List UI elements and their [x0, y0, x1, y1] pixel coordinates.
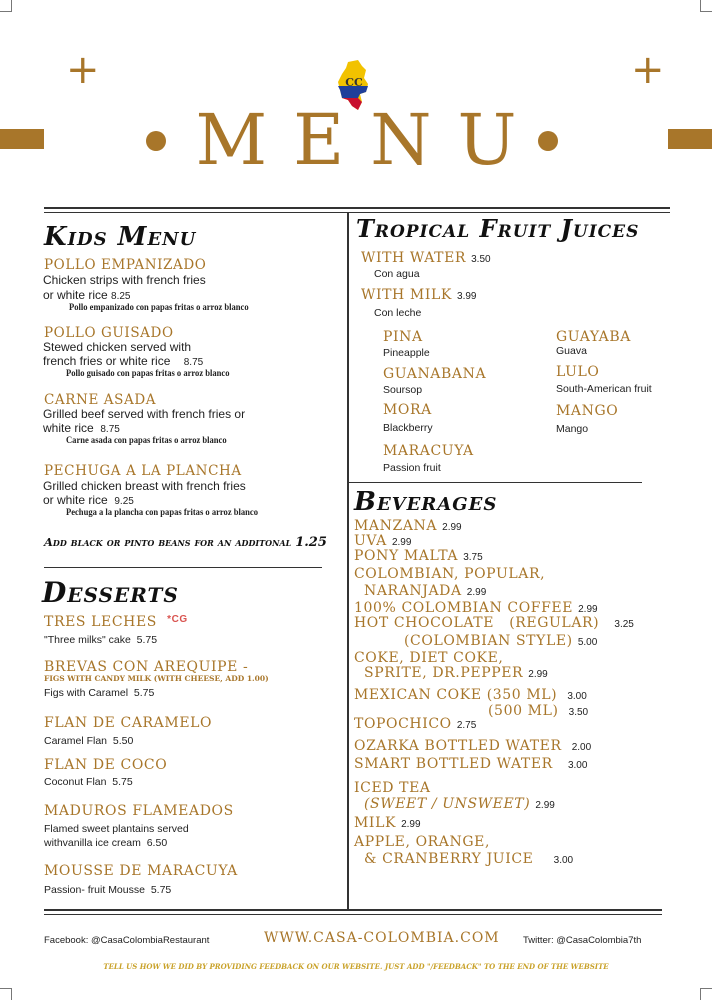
fruit-desc: Soursop: [383, 384, 423, 396]
fruit-name: GUANABANA: [383, 366, 487, 382]
beverage-price: 2.99: [578, 604, 598, 615]
beverage-name: OZARKA BOTTLED WATER 2.00: [354, 738, 592, 754]
kids-item-desc: white rice 8.75: [43, 421, 120, 435]
dessert-name: MOUSSE DE MARACUYA: [44, 863, 238, 879]
juices-beverages-divider: [348, 482, 642, 483]
fruit-desc: Mango: [556, 423, 589, 435]
juice-option-desc: Con leche: [374, 307, 422, 319]
kids-item-desc: Grilled beef served with french fries or: [43, 407, 246, 421]
fruit-desc: South-American fruit: [556, 383, 652, 395]
dessert-desc: withvanilla ice cream 6.50: [44, 837, 168, 849]
fruit-name: LULO: [556, 364, 600, 380]
beverage-price: 5.00: [577, 637, 598, 648]
plus-decoration-right: +: [631, 47, 665, 93]
beverage-name: COLOMBIAN, POPULAR,: [354, 566, 546, 582]
beverage-price: 3.00: [553, 855, 574, 866]
juices-heading: Tropical Fruit Juices: [356, 214, 640, 243]
beverage-price: 2.99: [535, 800, 555, 811]
beverages-heading: Beverages: [354, 487, 498, 517]
facebook-handle: Facebook: @CasaColombiaRestaurant: [44, 935, 210, 946]
beverage-name: UVA 2.99: [354, 533, 412, 549]
kids-item-price: 8.75: [100, 424, 120, 435]
kids-menu-heading: Kids Menu: [44, 222, 197, 252]
top-double-rule-1: [44, 207, 670, 209]
beans-price: 1.25: [295, 535, 327, 550]
beverage-name: SPRITE, DR.PEPPER 2.99: [364, 665, 548, 681]
feedback-note: TELL US HOW WE DID BY PROVIDING FEEDBACK ON OUR WEBSITE. JUST ADD "/FEEDBACK" TO THE END OF THE WEBSITE: [103, 962, 609, 971]
bottom-double-rule-1: [44, 909, 662, 911]
kids-item-name: CARNE ASADA: [44, 392, 157, 408]
beverage-name: PONY MALTA 3.75: [354, 548, 483, 564]
beverage-name: HOT CHOCOLATE (REGULAR) 3.25: [354, 615, 634, 631]
fruit-desc: Passion fruit: [383, 462, 441, 474]
dessert-price: 6.50: [146, 837, 168, 849]
fruit-desc: Guava: [556, 345, 587, 357]
beans-note: Add black or pinto beans for an additonal 1.25: [44, 535, 327, 550]
twitter-handle: Twitter: @CasaColombia7th: [523, 935, 642, 946]
fruit-name: PINA: [383, 329, 423, 345]
juice-option-price: 3.50: [471, 254, 491, 265]
beverage-name: APPLE, ORANGE,: [354, 834, 490, 850]
beverage-price: 3.00: [567, 691, 587, 702]
beverage-name: NARANJADA 2.99: [364, 583, 487, 599]
column-divider: [347, 212, 349, 910]
kids-item-desc: Chicken strips with french fries: [43, 273, 206, 287]
beverage-name: SMART BOTTLED WATER 3.00: [354, 756, 588, 772]
dessert-price: 5.50: [112, 735, 134, 747]
kids-desserts-divider: [44, 567, 322, 568]
bottom-double-rule-2: [44, 914, 662, 915]
beverage-price: 2.00: [571, 742, 592, 753]
dessert-price: 5.75: [112, 776, 133, 788]
dessert-desc: Passion- fruit Mousse 5.75: [44, 884, 172, 896]
desserts-heading: Desserts: [42, 576, 179, 609]
juice-option-desc: Con agua: [374, 268, 420, 280]
kids-item-spanish: Carne asada con papas fritas o arroz blanco: [66, 436, 227, 446]
cg-badge: *CG: [167, 614, 188, 625]
kids-item-desc: or white rice 9.25: [43, 493, 134, 507]
beverage-price: 2.75: [456, 720, 477, 731]
fruit-name: MANGO: [556, 403, 619, 419]
crop-mark-top-left: [0, 0, 12, 12]
dessert-sub: FIGS WITH CANDY MILK (WITH CHEESE, ADD 1.00): [44, 674, 269, 683]
fruit-name: MARACUYA: [383, 443, 474, 459]
beverage-name: & CRANBERRY JUICE 3.00: [364, 851, 574, 867]
beverage-price: 2.99: [528, 669, 548, 680]
fruit-name: GUAYABA: [556, 329, 631, 345]
juice-option-price: 3.99: [457, 291, 477, 302]
dessert-price: 5.75: [150, 884, 172, 896]
kids-item-desc: Grilled chicken breast with french fries: [43, 479, 246, 493]
kids-item-desc: french fries or white rice 8.75: [43, 354, 204, 368]
plus-decoration-left: +: [66, 47, 100, 93]
website-link[interactable]: WWW.CASA-COLOMBIA.COM: [264, 930, 500, 946]
beverage-price: 3.00: [567, 760, 588, 771]
kids-item-name: POLLO EMPANIZADO: [44, 257, 207, 273]
dessert-name: MADUROS FLAMEADOS: [44, 803, 234, 819]
beverage-price: 2.99: [391, 537, 412, 548]
logo-letters: CC: [345, 76, 363, 89]
beverage-name: (SWEET / UNSWEET) 2.99: [364, 796, 555, 812]
juice-option-name: WITH WATER 3.50: [361, 250, 491, 266]
kids-item-price: 9.25: [114, 496, 134, 507]
page-title: MENU: [195, 99, 543, 181]
beverage-name: MEXICAN COKE (350 ML) 3.00: [354, 687, 587, 703]
beverage-price: 2.99: [442, 522, 462, 533]
beverage-name: TOPOCHICO 2.75: [354, 716, 477, 732]
beverage-name: MILK 2.99: [354, 815, 421, 831]
fruit-desc: Pineapple: [383, 347, 430, 359]
dessert-desc: Flamed sweet plantains served: [44, 823, 189, 835]
beverage-price: 3.50: [568, 707, 589, 718]
beverage-name: 100% COLOMBIAN COFFEE 2.99: [354, 600, 598, 616]
crop-mark-bottom-left: [0, 988, 12, 1000]
beverage-price: 2.99: [466, 587, 487, 598]
dessert-price: 5.75: [133, 687, 155, 699]
crop-mark-top-right: [700, 0, 712, 12]
top-double-rule-2: [44, 212, 670, 213]
dessert-name: TRES LECHES $^{*CG}$: [44, 614, 188, 630]
crop-mark-bottom-right: [700, 988, 712, 1000]
kids-item-desc: Stewed chicken served with: [43, 340, 192, 354]
beverage-name: (COLOMBIAN STYLE) 5.00: [404, 633, 598, 649]
beverage-name: (500 ML) 3.50: [488, 703, 589, 719]
dessert-desc: "Three milks" cake 5.75: [44, 634, 158, 646]
beverage-price: 3.25: [614, 619, 634, 630]
beverage-name: COKE, DIET COKE,: [354, 650, 504, 666]
beverage-price: 3.75: [463, 552, 483, 563]
dessert-desc: Figs with Caramel 5.75: [44, 687, 155, 699]
dessert-name: BREVAS CON AREQUIPE -: [44, 659, 249, 675]
fruit-desc: Blackberry: [383, 422, 433, 434]
dessert-name: FLAN DE COCO: [44, 757, 168, 773]
dessert-name: FLAN DE CARAMELO: [44, 715, 213, 731]
beverage-price: 2.99: [401, 819, 421, 830]
kids-item-price: 8.25: [111, 291, 131, 302]
fruit-name: MORA: [383, 402, 432, 418]
beverage-name: MANZANA 2.99: [354, 518, 462, 534]
kids-item-name: POLLO GUISADO: [44, 325, 174, 341]
dessert-price: 5.75: [136, 634, 158, 646]
kids-item-spanish: Pechuga a la plancha con papas fritas o arroz blanco: [66, 508, 258, 518]
kids-item-spanish: Pollo empanizado con papas fritas o arroz blanco: [69, 303, 249, 313]
kids-item-price: 8.75: [183, 357, 204, 368]
dessert-desc: Caramel Flan 5.50: [44, 735, 134, 747]
dessert-desc: Coconut Flan 5.75: [44, 776, 133, 788]
juice-option-name: WITH MILK 3.99: [361, 287, 477, 303]
kids-item-desc: or white rice 8.25: [43, 288, 131, 302]
beverage-name: ICED TEA: [354, 780, 431, 796]
kids-item-name: PECHUGA A LA PLANCHA: [44, 463, 242, 479]
kids-item-spanish: Pollo guisado con papas fritas o arroz blanco: [66, 369, 230, 379]
